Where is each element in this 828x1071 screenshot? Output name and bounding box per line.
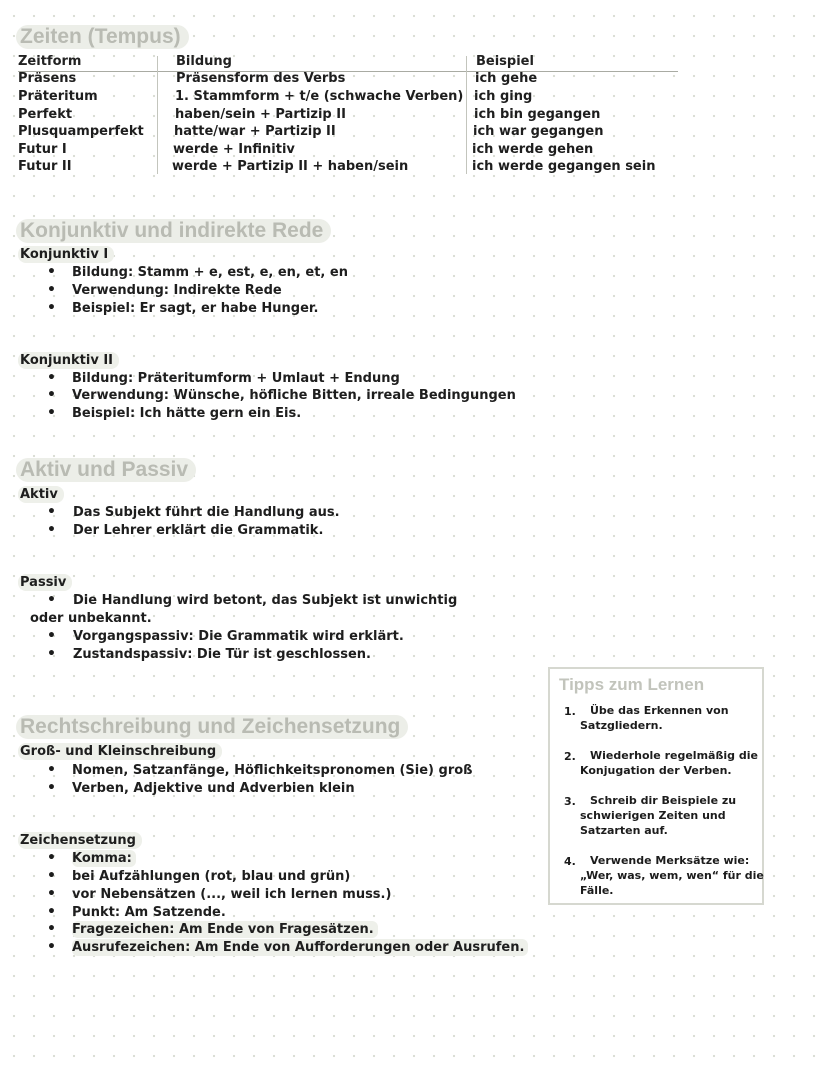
table-cell: Futur II bbox=[18, 159, 72, 174]
subtitle-konjunktiv-1: Konjunktiv I bbox=[18, 246, 114, 263]
bullet-dot: • bbox=[47, 886, 56, 902]
list-item: Zustandspassiv: Die Tür ist geschlossen. bbox=[73, 647, 371, 662]
table-column-divider-2 bbox=[466, 56, 467, 174]
bullet-dot: • bbox=[47, 282, 56, 298]
list-item: Nomen, Satzanfänge, Höflichkeitspronomen (Sie) groß bbox=[72, 763, 473, 778]
tip-line: Fälle. bbox=[580, 884, 614, 897]
table-cell: Präsensform des Verbs bbox=[176, 71, 346, 86]
tip-line: Übe das Erkennen von bbox=[590, 704, 729, 717]
list-item: vor Nebensätzen (..., weil ich lernen muss.) bbox=[72, 887, 392, 902]
bullet-dot: • bbox=[47, 850, 56, 866]
list-item: Bildung: Stamm + e, est, e, en, et, en bbox=[72, 265, 348, 280]
list-item: Der Lehrer erklärt die Grammatik. bbox=[73, 523, 324, 538]
tip-line: schwierigen Zeiten und bbox=[580, 809, 726, 822]
tips-box bbox=[548, 667, 764, 905]
tip-line: „Wer, was, wem, wen“ für die bbox=[580, 869, 764, 882]
bullet-dot: • bbox=[47, 522, 56, 538]
bullet-dot: • bbox=[47, 504, 56, 520]
table-cell: ich werde gegangen sein bbox=[472, 159, 656, 174]
tip-line: Satzgliedern. bbox=[580, 719, 663, 732]
bullet-dot: • bbox=[47, 370, 56, 386]
table-column-divider-1 bbox=[157, 56, 158, 174]
table-cell: ich gehe bbox=[475, 71, 538, 86]
section-title-tempus: Zeiten (Tempus) bbox=[16, 25, 189, 49]
table-cell: Plusquamperfekt bbox=[18, 124, 144, 139]
section-title-rechtschreibung: Rechtschreibung und Zeichensetzung bbox=[16, 715, 408, 739]
subtitle-aktiv: Aktiv bbox=[18, 486, 64, 503]
tip-line: Verwende Merksätze wie: bbox=[590, 854, 750, 867]
bullet-dot: • bbox=[47, 300, 56, 316]
table-cell: ich werde gehen bbox=[472, 142, 594, 157]
list-item: Komma: bbox=[72, 850, 136, 867]
bullet-dot: • bbox=[47, 405, 56, 421]
table-header-zeitform: Zeitform bbox=[18, 54, 82, 69]
subtitle-konjunktiv-2: Konjunktiv II bbox=[18, 352, 119, 369]
list-item: bei Aufzählungen (rot, blau und grün) bbox=[72, 869, 351, 884]
tips-title: Tipps zum Lernen bbox=[559, 675, 705, 694]
table-cell: hatte/war + Partizip II bbox=[174, 124, 336, 139]
list-item: Beispiel: Er sagt, er habe Hunger. bbox=[72, 301, 319, 316]
bullet-dot: • bbox=[47, 868, 56, 884]
table-cell: werde + Partizip II + haben/sein bbox=[172, 159, 409, 174]
bullet-dot: • bbox=[47, 628, 56, 644]
subtitle-gross-klein: Groß- und Kleinschreibung bbox=[18, 743, 222, 760]
list-item: Verben, Adjektive und Adverbien klein bbox=[72, 781, 355, 796]
list-item: Vorgangspassiv: Die Grammatik wird erklärt. bbox=[73, 629, 404, 644]
section-title-aktiv-passiv: Aktiv und Passiv bbox=[16, 458, 196, 482]
table-header-bildung: Bildung bbox=[176, 54, 232, 69]
table-cell: ich ging bbox=[474, 89, 533, 104]
bullet-dot: • bbox=[47, 264, 56, 280]
table-cell: haben/sein + Partizip II bbox=[175, 107, 346, 122]
tip-number: 1. bbox=[564, 705, 576, 718]
tip-line: Wiederhole regelmäßig die bbox=[590, 749, 758, 762]
tip-number: 2. bbox=[564, 750, 576, 763]
bullet-dot: • bbox=[47, 921, 56, 937]
list-item: Beispiel: Ich hätte gern ein Eis. bbox=[72, 406, 302, 421]
bullet-dot: • bbox=[47, 762, 56, 778]
list-item: Bildung: Präteritumform + Umlaut + Endung bbox=[72, 371, 400, 386]
tip-line: Satzarten auf. bbox=[580, 824, 668, 837]
subtitle-passiv: Passiv bbox=[18, 574, 72, 591]
bullet-dot: • bbox=[47, 904, 56, 920]
tip-number: 3. bbox=[564, 795, 576, 808]
list-item: Das Subjekt führt die Handlung aus. bbox=[73, 505, 340, 520]
list-item: Die Handlung wird betont, das Subjekt ist unwichtig bbox=[73, 593, 458, 608]
table-cell: Perfekt bbox=[18, 107, 73, 122]
table-cell: ich bin gegangen bbox=[474, 107, 601, 122]
subtitle-zeichensetzung: Zeichensetzung bbox=[18, 832, 142, 849]
list-item: Punkt: Am Satzende. bbox=[72, 905, 226, 920]
bullet-dot: • bbox=[47, 387, 56, 403]
table-cell: werde + Infinitiv bbox=[173, 142, 295, 157]
tip-number: 4. bbox=[564, 855, 576, 868]
section-title-konjunktiv: Konjunktiv und indirekte Rede bbox=[16, 219, 331, 243]
table-cell: ich war gegangen bbox=[473, 124, 604, 139]
tip-line: Schreib dir Beispiele zu bbox=[590, 794, 737, 807]
bullet-dot: • bbox=[47, 592, 56, 608]
table-header-divider bbox=[18, 71, 678, 72]
list-item: Verwendung: Wünsche, höfliche Bitten, irreale Bedingungen bbox=[72, 388, 516, 403]
list-item-continuation: oder unbekannt. bbox=[30, 611, 152, 626]
table-cell: Futur I bbox=[18, 142, 67, 157]
table-cell: Präsens bbox=[18, 71, 77, 86]
table-cell: Präteritum bbox=[18, 89, 98, 104]
bullet-dot: • bbox=[47, 780, 56, 796]
bullet-dot: • bbox=[47, 939, 56, 955]
tip-line: Konjugation der Verben. bbox=[580, 764, 732, 777]
table-cell: 1. Stammform + t/e (schwache Verben) bbox=[175, 89, 464, 104]
list-item: Ausrufezeichen: Am Ende von Aufforderungen oder Ausrufen. bbox=[72, 939, 528, 956]
list-item: Verwendung: Indirekte Rede bbox=[72, 283, 282, 298]
table-header-beispiel: Beispiel bbox=[476, 54, 534, 69]
bullet-dot: • bbox=[47, 646, 56, 662]
list-item: Fragezeichen: Am Ende von Fragesätzen. bbox=[72, 921, 378, 938]
